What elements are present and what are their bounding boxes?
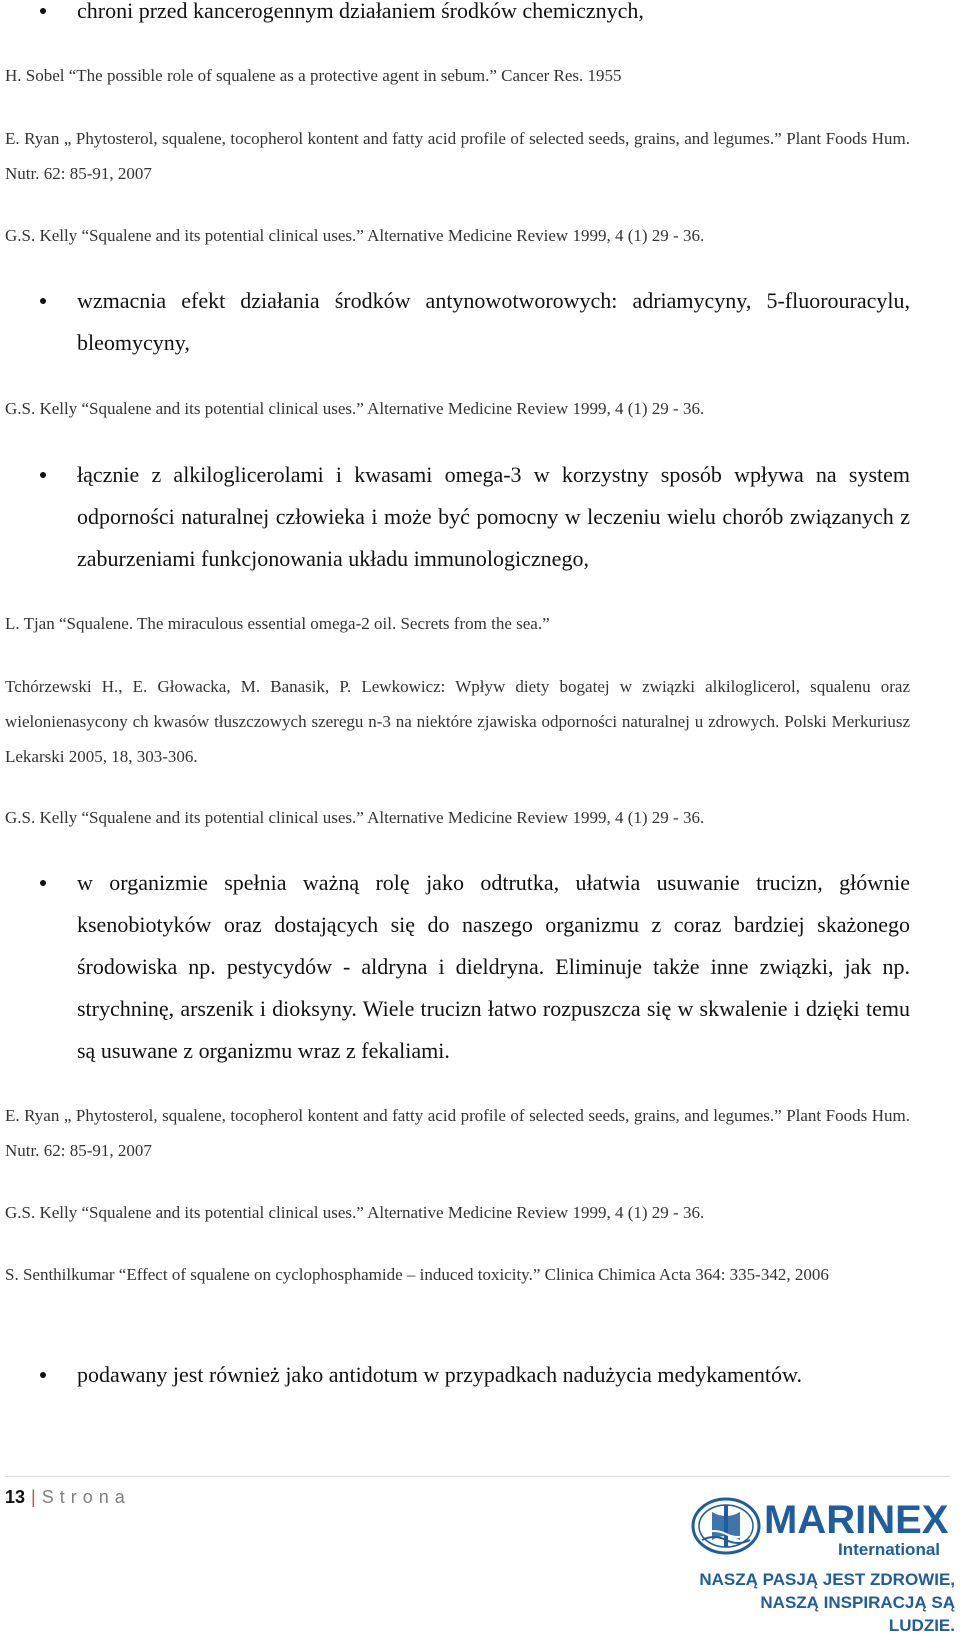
bullet-dot-icon bbox=[40, 472, 46, 478]
marinex-logo bbox=[690, 1496, 955, 1635]
page-label: Strona bbox=[41, 1487, 131, 1507]
reference-citation: G.S. Kelly “Squalene and its potential clinical uses.” Alternative Medicine Review 1999, 4 (1) 29 - 36. bbox=[5, 226, 705, 245]
bullet-dot-icon bbox=[40, 298, 46, 304]
reference-citation: L. Tjan “Squalene. The miraculous essential omega-2 oil. Secrets from the sea.” bbox=[5, 614, 550, 633]
reference-citation: G.S. Kelly “Squalene and its potential clinical uses.” Alternative Medicine Review 1999, 4 (1) 29 - 36. bbox=[5, 1203, 705, 1222]
logo-slogan bbox=[695, 1568, 955, 1637]
reference-citation: E. Ryan „ Phytosterol, squalene, tocopherol kontent and fatty acid profile of selected seeds, grains, and legumes.” Plant Foods Hum. Nutr. 62: 85-91, 2007 bbox=[5, 129, 910, 183]
page-number: 13 bbox=[5, 1487, 26, 1507]
footer-separator: | bbox=[31, 1487, 36, 1507]
bullet-text: w organizmie spełnia ważną rolę jako odtrutka, ułatwia usuwanie trucizn, głównie ksenobiotyków oraz dostających się do naszego organizmu z coraz bardziej skażonego środowiska np. pestycydów - aldryna i dieldryna. Eliminuje także inne związki, jak np. strychninę, arszenik i dioksyny. Wiele trucizn łatwo rozpuszcza się w skwalenie i dzięki temu są usuwane z organizmu wraz z fekaliami. bbox=[77, 870, 910, 1063]
footer-divider bbox=[5, 1476, 950, 1477]
marinex-emblem-icon bbox=[690, 1496, 762, 1556]
bullet-text: chroni przed kancerogennym działaniem środków chemicznych, bbox=[77, 0, 644, 23]
bullet-text: podawany jest również jako antidotum w przypadkach nadużycia medykamentów. bbox=[77, 1362, 802, 1387]
reference-citation: G.S. Kelly “Squalene and its potential clinical uses.” Alternative Medicine Review 1999, 4 (1) 29 - 36. bbox=[5, 399, 705, 418]
bullet-text: łącznie z alkiloglicerolami i kwasami omega-3 w korzystny sposób wpływa na system odporności naturalnej człowieka i może być pomocny w leczeniu wielu chorób związanych z zaburzeniami funkcjonowania układu immunologicznego, bbox=[77, 462, 910, 571]
logo-subtitle: International bbox=[838, 1540, 941, 1559]
reference-citation: H. Sobel “The possible role of squalene as a protective agent in sebum.” Cancer Res. 1955 bbox=[5, 66, 622, 85]
bullet-dot-icon bbox=[40, 880, 46, 886]
bullet-dot-icon bbox=[40, 8, 46, 14]
slogan-line-2: NASZĄ INSPIRACJĄ SĄ LUDZIE. bbox=[760, 1593, 955, 1635]
reference-citation: Tchórzewski H., E. Głowacka, M. Banasik, P. Lewkowicz: Wpływ diety bogatej w związki alkiloglicerol, squalenu oraz wielonienasycony ch kwasów tłuszczowych szeregu n-3 na niektóre zjawiska odporności naturalnej u zdrowych. Polski Merkuriusz Lekarski 2005, 18, 303-306. bbox=[5, 677, 910, 766]
bullet-text: wzmacnia efekt działania środków antynowotworowych: adriamycyny, 5-fluorouracylu, bleomycyny, bbox=[77, 288, 910, 355]
slogan-line-1: NASZĄ PASJĄ JEST ZDROWIE, bbox=[699, 1570, 955, 1589]
reference-citation: S. Senthilkumar “Effect of squalene on cyclophosphamide – induced toxicity.” Clinica Chimica Acta 364: 335-342, 2006 bbox=[5, 1265, 829, 1284]
reference-citation: G.S. Kelly “Squalene and its potential clinical uses.” Alternative Medicine Review 1999, 4 (1) 29 - 36. bbox=[5, 808, 705, 827]
reference-citation: E. Ryan „ Phytosterol, squalene, tocopherol kontent and fatty acid profile of selected seeds, grains, and legumes.” Plant Foods Hum. Nutr. 62: 85-91, 2007 bbox=[5, 1106, 910, 1160]
page-footer bbox=[5, 1482, 131, 1512]
bullet-dot-icon bbox=[40, 1372, 46, 1378]
logo-brand-name: MARINEX bbox=[764, 1498, 949, 1542]
